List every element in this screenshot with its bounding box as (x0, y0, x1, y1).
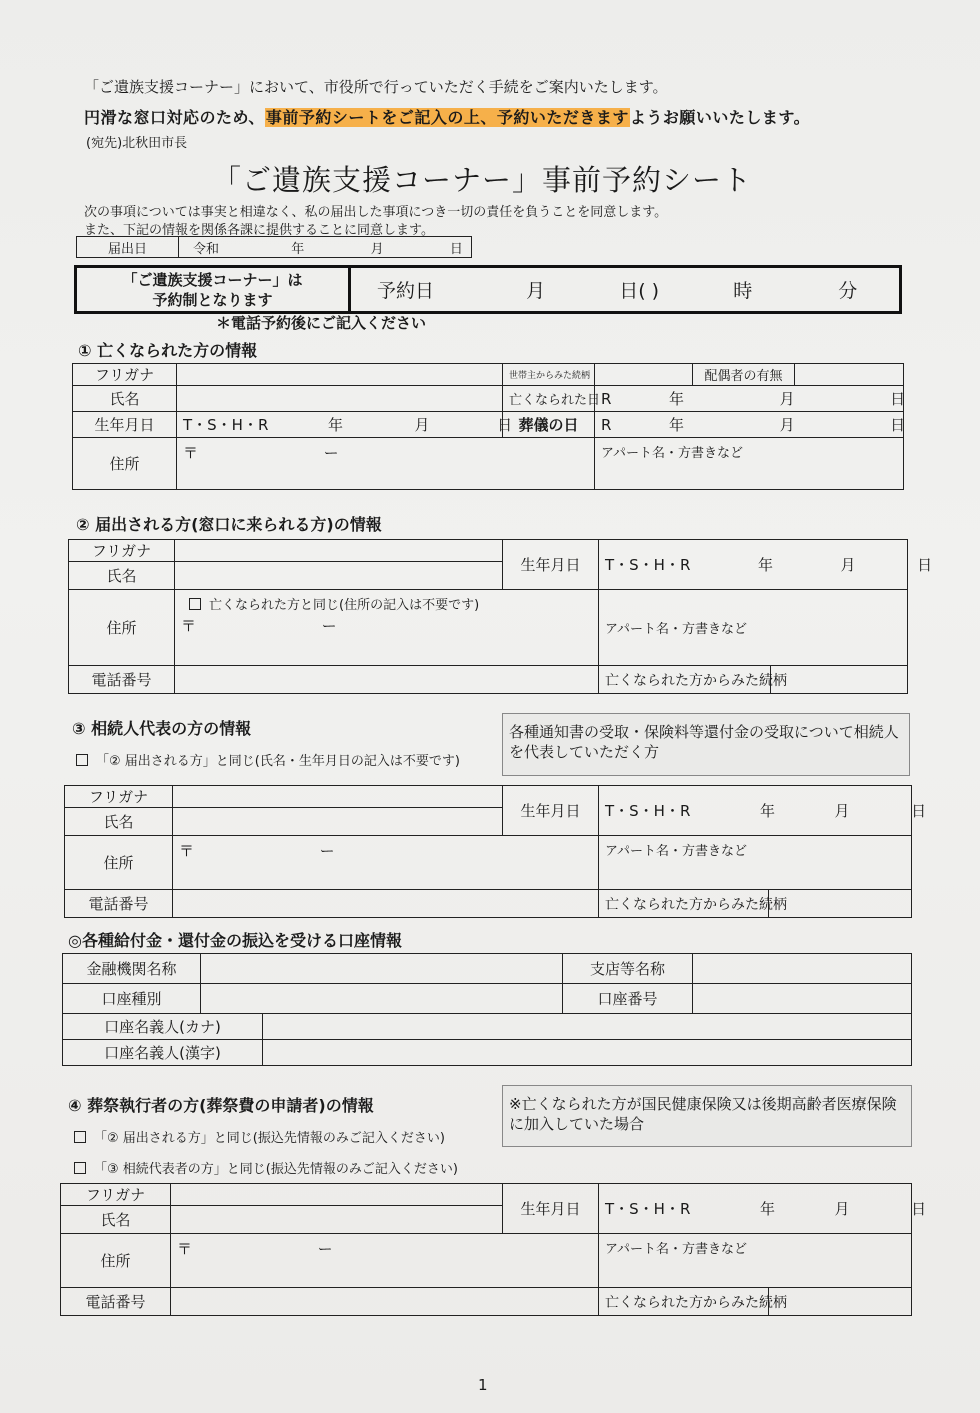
s2-apartment-input[interactable] (599, 590, 908, 666)
intro-text: 「ご遺族支援コーナー」において、市役所で行っていただく手続をご案内いたします。 (84, 78, 668, 96)
s1-birth-eras: T・S・H・R (183, 416, 269, 434)
s3-address-label: 住所 (65, 836, 173, 890)
reservation-minute: 分 (838, 280, 858, 302)
reservation-notice-line-1: 「ご遺族支援コーナー」は (122, 270, 303, 289)
s3-birth-day: 日 (911, 802, 927, 820)
s1-death-date-input[interactable] (595, 386, 904, 412)
reservation-day: 日( ) (619, 280, 660, 302)
s4-name-input[interactable] (171, 1206, 503, 1234)
s2-name-input[interactable] (175, 562, 503, 590)
s2-postal-mark: 〒 (181, 617, 197, 635)
s3-same-check-label: 「② 届出される方」と同じ(氏名・生年月日の記入は不要です) (96, 754, 460, 769)
s1-furigana-label: フリガナ (73, 364, 177, 386)
bank-heading: ◎各種給付金・還付金の振込を受ける口座情報 (68, 931, 402, 950)
s4-address-input[interactable] (171, 1234, 599, 1288)
s3-note-box: 各種通知書の受取・保険料等還付金の受取について相続人を代表していただく方 (502, 713, 910, 776)
s2-name-label: 氏名 (69, 562, 175, 590)
s3-phone-label: 電話番号 (65, 890, 173, 918)
s3-apartment-input[interactable] (599, 836, 912, 890)
s2-phone-input[interactable] (175, 666, 599, 694)
filing-date-era: 令和 (193, 241, 220, 257)
filing-date-month: 月 (370, 241, 384, 257)
s1-death-day: 日 (890, 390, 906, 408)
s4-birth-day: 日 (911, 1200, 927, 1218)
s1-name-input[interactable] (177, 386, 503, 412)
section-1-table (72, 363, 904, 490)
bank-institution-input[interactable] (201, 954, 563, 984)
s4-phone-input[interactable] (171, 1288, 599, 1316)
s2-same-checkbox[interactable] (189, 598, 201, 610)
s1-funeral-month: 月 (779, 416, 795, 434)
s1-postal-mark: 〒 (183, 444, 199, 462)
s4-name-label: 氏名 (61, 1206, 171, 1234)
s1-funeral-day: 日 (890, 416, 906, 434)
s3-name-input[interactable] (173, 808, 503, 836)
s4-birth-input[interactable] (599, 1184, 927, 1234)
bank-holder-kanji-input[interactable] (263, 1040, 912, 1066)
s3-birth-input[interactable] (599, 786, 927, 836)
s4-same-heir-checkbox[interactable] (74, 1162, 86, 1174)
s1-furigana-input[interactable] (177, 364, 503, 386)
s2-birth-day: 日 (917, 556, 933, 574)
s1-death-year: 年 (669, 390, 685, 408)
bank-institution-label: 金融機関名称 (63, 954, 201, 984)
s2-relation-input[interactable] (771, 666, 908, 694)
s2-birth-year: 年 (757, 556, 773, 574)
s3-furigana-label: フリガナ (65, 786, 173, 808)
s3-birth-label: 生年月日 (503, 786, 599, 836)
filing-date-table (76, 236, 472, 258)
s1-funeral-year: 年 (669, 416, 685, 434)
agreement-line-2: また、下記の情報を関係各課に提供することに同意します。 (84, 223, 434, 238)
s3-name-label: 氏名 (65, 808, 173, 836)
s4-apartment-label: アパート名・方書きなど (605, 1242, 747, 1257)
s2-relation-label: 亡くなられた方からみた続柄 (599, 666, 771, 694)
s4-same-as-heir[interactable] (74, 1158, 458, 1177)
filing-date-day: 日 (449, 241, 463, 257)
s1-address-label: 住所 (73, 438, 177, 490)
s4-furigana-input[interactable] (171, 1184, 503, 1206)
s2-furigana-input[interactable] (175, 540, 503, 562)
s3-birth-eras: T・S・H・R (605, 802, 691, 820)
filing-date-field[interactable] (179, 237, 472, 258)
s1-relation-input[interactable] (595, 364, 693, 386)
intro-request-pre: 円滑な窓口対応のため、 (84, 108, 265, 127)
bank-number-label: 口座番号 (563, 984, 693, 1014)
s2-furigana-label: フリガナ (69, 540, 175, 562)
s2-birth-eras: T・S・H・R (605, 556, 691, 574)
bank-number-input[interactable] (693, 984, 912, 1014)
s1-funeral-era: R (601, 416, 612, 434)
s4-same-filer-checkbox[interactable] (74, 1131, 86, 1143)
s2-same-as-deceased[interactable] (181, 594, 592, 613)
s4-birth-year: 年 (759, 1200, 775, 1218)
s2-birth-input[interactable] (599, 540, 933, 590)
s1-spouse-label: 配偶者の有無 (693, 364, 795, 386)
bank-holder-kana-input[interactable] (263, 1014, 912, 1040)
s4-apartment-input[interactable] (599, 1234, 912, 1288)
s3-furigana-input[interactable] (173, 786, 503, 808)
s3-relation-label: 亡くなられた方からみた続柄 (599, 890, 769, 918)
s1-name-label: 氏名 (73, 386, 177, 412)
s1-spouse-input[interactable] (795, 364, 904, 386)
s1-apartment-label: アパート名・方書きなど (601, 446, 743, 461)
s4-birth-eras: T・S・H・R (605, 1200, 691, 1218)
section-4-heading: ④ 葬祭執行者の方(葬祭費の申請者)の情報 (68, 1096, 374, 1115)
s2-address-label: 住所 (69, 590, 175, 666)
agreement-line-1: 次の事項については事実と相違なく、私の届出した事項につき一切の責任を負うことを同意します。 (84, 205, 668, 220)
s4-relation-input[interactable] (769, 1288, 912, 1316)
s4-furigana-label: フリガナ (61, 1184, 171, 1206)
s2-birth-month: 月 (840, 556, 856, 574)
s3-same-checkbox[interactable] (76, 754, 88, 766)
s3-birth-month: 月 (834, 802, 850, 820)
s3-address-input[interactable] (173, 836, 599, 890)
section-3-table (64, 785, 927, 918)
section-3-heading: ③ 相続人代表の方の情報 (72, 719, 252, 738)
reservation-label: 予約日 (377, 280, 435, 302)
reservation-notice (76, 267, 350, 313)
s4-check1-label: 「② 届出される方」と同じ(振込先情報のみご記入ください) (94, 1131, 445, 1146)
bank-table (62, 953, 912, 1066)
reservation-table (74, 265, 902, 314)
reservation-hour: 時 (733, 280, 753, 302)
bank-branch-input[interactable] (693, 954, 912, 984)
section-4-table (60, 1183, 927, 1316)
s2-address-input[interactable] (175, 590, 599, 666)
s4-phone-label: 電話番号 (61, 1288, 171, 1316)
s3-relation-input[interactable] (769, 890, 912, 918)
s1-postal-dash: ー (323, 444, 339, 462)
s1-funeral-input[interactable] (595, 412, 904, 438)
s2-apartment-label: アパート名・方書きなど (605, 622, 747, 637)
s4-birth-label: 生年月日 (503, 1184, 599, 1234)
s4-postal-mark: 〒 (177, 1240, 193, 1258)
intro-request-highlight: 事前予約シートをご記入の上、予約いただきます (265, 108, 629, 127)
bank-type-input[interactable] (201, 984, 563, 1014)
s1-death-era: R (601, 390, 612, 408)
s4-same-as-filer[interactable] (74, 1127, 445, 1146)
reservation-note: ＊電話予約後にご記入ください (216, 314, 427, 332)
filing-date-label: 届出日 (77, 237, 179, 258)
addressee: (宛先)北秋田市長 (86, 136, 188, 151)
intro-request (84, 105, 810, 128)
bank-type-label: 口座種別 (63, 984, 201, 1014)
reservation-date-field[interactable] (350, 267, 901, 313)
s4-postal-dash: ー (317, 1240, 333, 1258)
filing-date-year: 年 (291, 241, 305, 257)
s1-address-input[interactable] (177, 438, 595, 490)
s4-address-label: 住所 (61, 1234, 171, 1288)
s2-phone-label: 電話番号 (69, 666, 175, 694)
s1-birth-input[interactable] (177, 412, 513, 438)
s3-phone-input[interactable] (173, 890, 599, 918)
s2-birth-label: 生年月日 (503, 540, 599, 590)
s2-postal-dash: ー (321, 617, 337, 635)
s4-relation-label: 亡くなられた方からみた続柄 (599, 1288, 769, 1316)
reservation-notice-line-2: 予約制となります (152, 290, 273, 309)
s3-birth-year: 年 (759, 802, 775, 820)
s3-postal-mark: 〒 (179, 842, 195, 860)
section-2-heading: ② 届出される方(窓口に来られる方)の情報 (76, 515, 382, 534)
s1-death-month: 月 (779, 390, 795, 408)
s4-birth-month: 月 (834, 1200, 850, 1218)
s1-death-date-label: 亡くなられた日 (503, 386, 595, 412)
s1-relation-label: 世帯主からみた続柄 (503, 364, 595, 386)
section-2-table (68, 539, 933, 694)
s1-birth-day: 日 (497, 416, 513, 434)
s1-birth-year: 年 (327, 416, 343, 434)
s1-birth-month: 月 (414, 416, 430, 434)
bank-holder-kanji-label: 口座名義人(漢字) (63, 1040, 263, 1066)
page-title: 「ご遺族支援コーナー」事前予約シート (212, 163, 753, 197)
s4-note-box: ※亡くなられた方が国民健康保険又は後期高齢者医療保険に加入していた場合 (502, 1085, 912, 1147)
intro-request-post: ようお願いいたします。 (629, 108, 811, 127)
bank-holder-kana-label: 口座名義人(カナ) (63, 1014, 263, 1040)
s1-birth-label: 生年月日 (73, 412, 177, 438)
page-number: 1 (478, 1376, 488, 1394)
s1-funeral-label: 葬儀の日 (503, 412, 595, 438)
s1-apartment-input[interactable] (595, 438, 904, 490)
s3-postal-dash: ー (319, 842, 335, 860)
s3-same-as-filer[interactable] (76, 750, 460, 769)
s3-apartment-label: アパート名・方書きなど (605, 844, 747, 859)
bank-branch-label: 支店等名称 (563, 954, 693, 984)
s4-check2-label: 「③ 相続代表者の方」と同じ(振込先情報のみご記入ください) (94, 1162, 458, 1177)
s2-same-check-label: 亡くなられた方と同じ(住所の記入は不要です) (209, 598, 480, 613)
section-1-heading: ① 亡くなられた方の情報 (78, 341, 258, 360)
reservation-month: 月 (526, 280, 546, 302)
